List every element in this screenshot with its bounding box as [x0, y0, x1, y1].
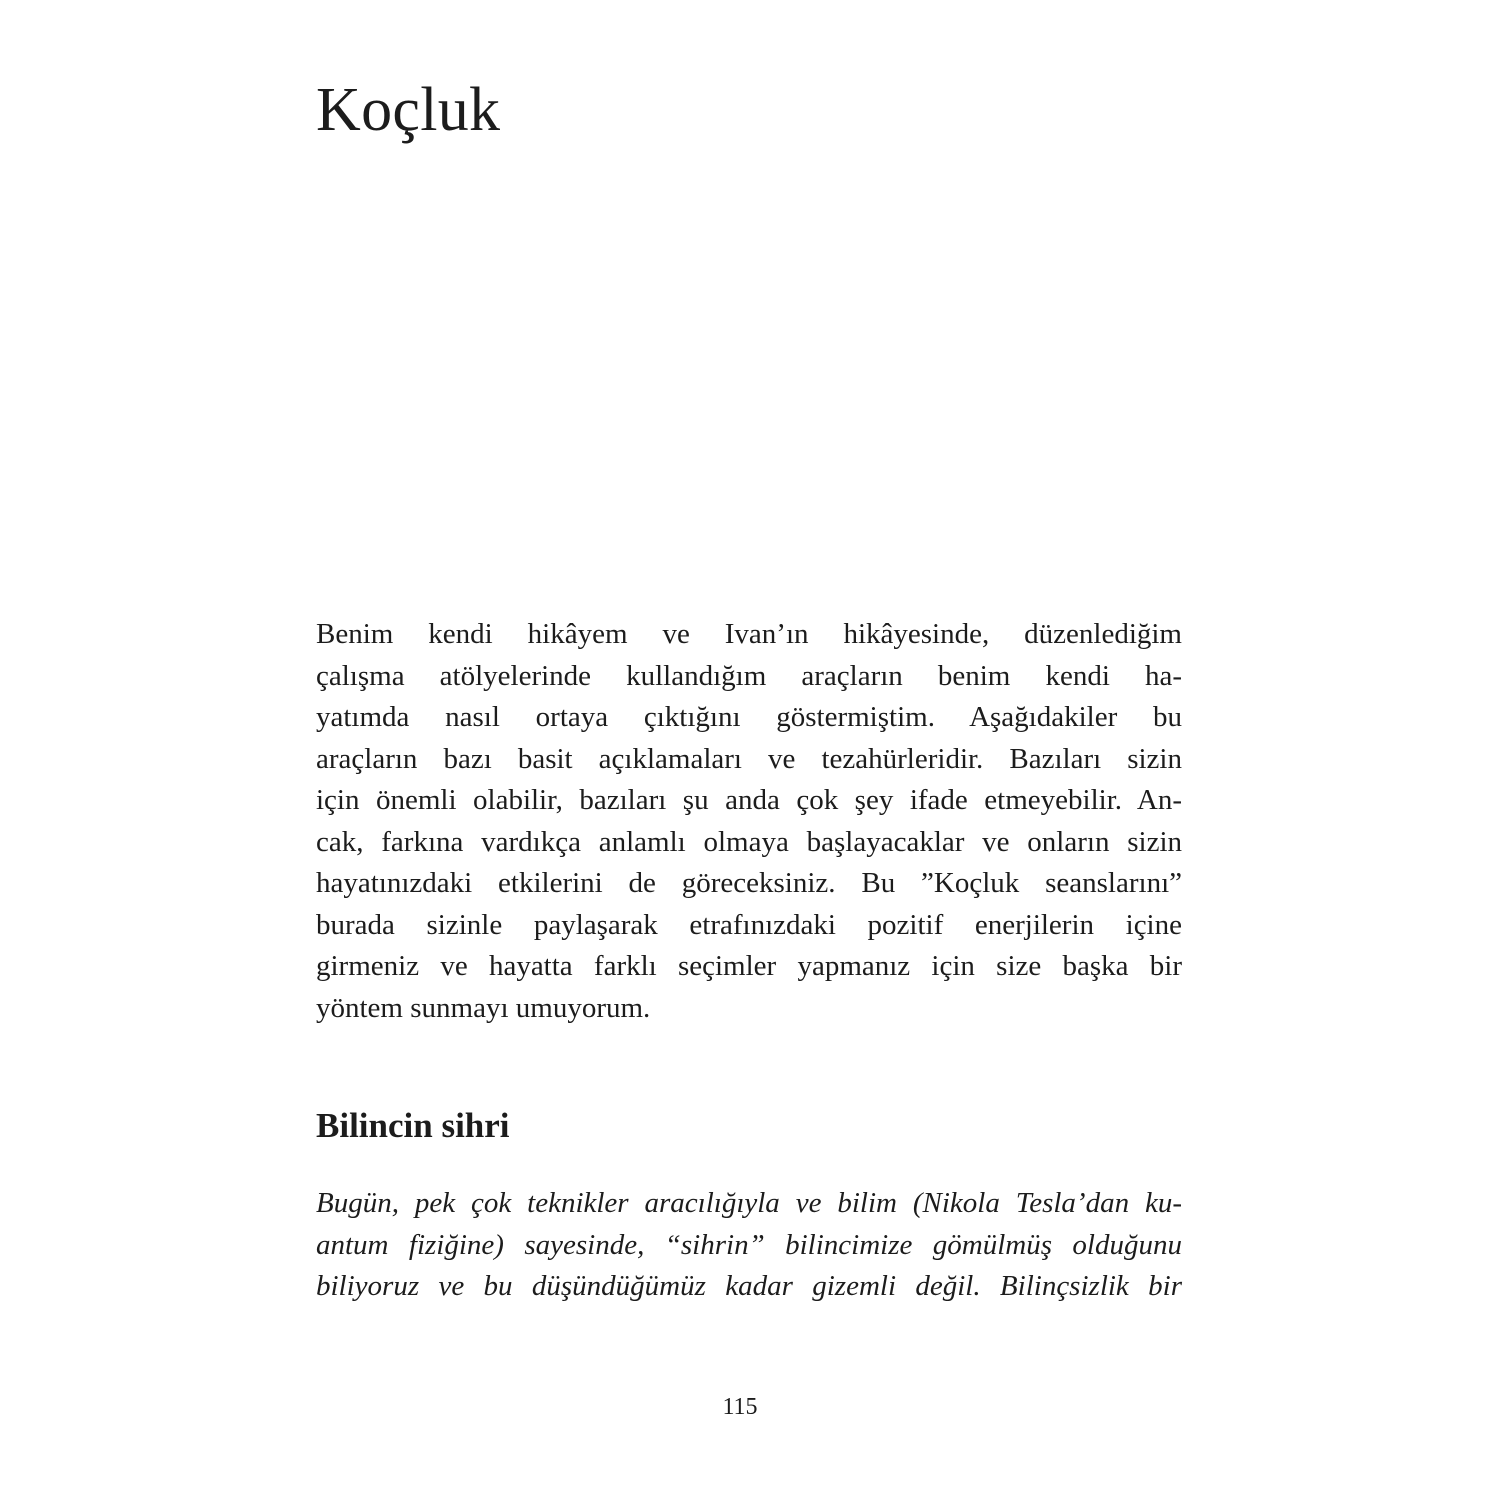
paragraph-line: araçların bazı basit açıklamaları ve tezahürleridir. Bazıları sizin — [316, 742, 1182, 775]
paragraph-line: hayatınızdaki etkilerini de göreceksiniz. Bu ”Koçluk seanslarını” — [316, 867, 1182, 899]
paragraph-line: yöntem sunmayı umuyorum. — [316, 991, 651, 1024]
paragraph-line: için önemli olabilir, bazıları şu anda çok şey ifade etmeyebilir. An- — [316, 784, 1182, 816]
section-heading: Bilincin sihri — [316, 1106, 510, 1145]
paragraph-line: girmeniz ve hayatta farklı seçimler yapmanız için size başka bir — [316, 950, 1182, 982]
paragraph-line: antum fiziğine) sayesinde, “sihrin” bilincimize gömülmüş olduğunu — [316, 1228, 1182, 1261]
page-number: 115 — [722, 1394, 758, 1420]
section-paragraph — [316, 1183, 1182, 1308]
paragraph-line: yatımda nasıl ortaya çıktığını göstermiştim. Aşağıdakiler bu — [316, 701, 1182, 733]
paragraph-line: burada sizinle paylaşarak etrafınızdaki pozitif enerjilerin içine — [316, 908, 1182, 941]
paragraph-line: biliyoruz ve bu düşündüğümüz kadar gizemli değil. Bilinçsizlik bir — [316, 1270, 1182, 1302]
intro-paragraph — [316, 614, 1182, 1029]
paragraph-line: çalışma atölyelerinde kullandığım araçların benim kendi ha- — [316, 659, 1182, 692]
paragraph-line: cak, farkına vardıkça anlamlı olmaya başlayacaklar ve onların sizin — [316, 825, 1182, 858]
paragraph-line: Benim kendi hikâyem ve Ivan’ın hikâyesinde, düzenlediğim — [316, 618, 1182, 650]
paragraph-line: Bugün, pek çok teknikler aracılığıyla ve bilim (Nikola Tesla’dan ku- — [316, 1187, 1182, 1219]
chapter-title: Koçluk — [316, 76, 501, 144]
